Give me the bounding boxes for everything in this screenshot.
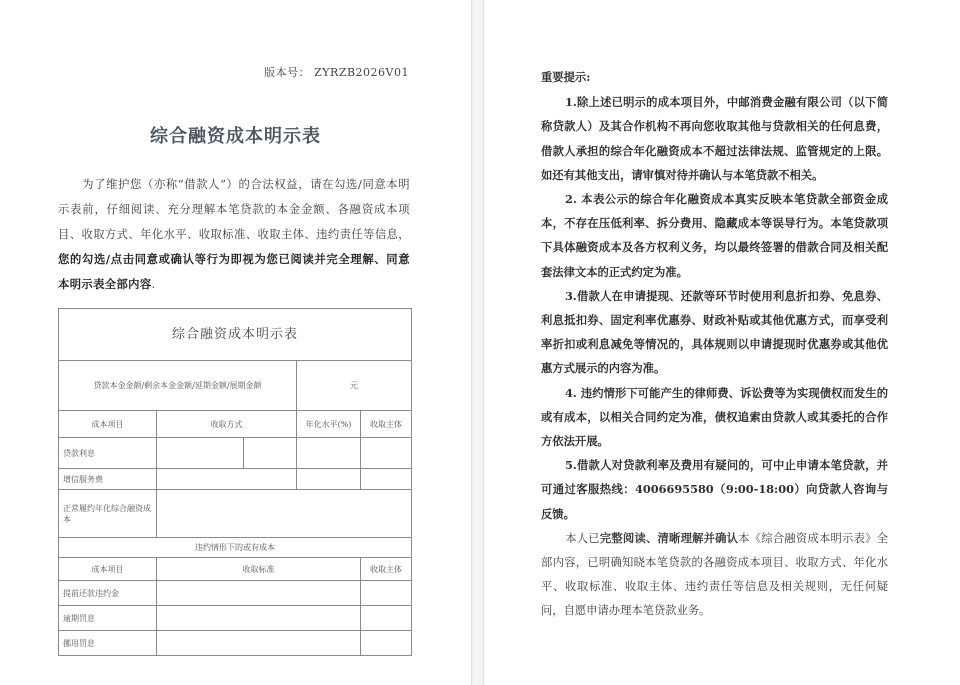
intro-normal-text: 为了维护您（亦称“借款人”）的合法权益，请在勾选/同意本明示表前，仔细阅读、充分理解本笔贷款的本金金额、各融资成本项目、收取方式、年化水平、收取标准、收取主体、违约责任等信息，	[58, 178, 410, 241]
overdue-standard-cell	[157, 606, 361, 631]
notice-item-1	[541, 90, 888, 187]
notice-item-3	[541, 284, 888, 381]
breach-section-title: 违约情形下的或有成本	[59, 538, 412, 558]
closing-post-text: 本《综合融资成本明示表》全部内容，已明确知晓本笔贷款的各融资成本项目、收取方式、年化水平、收取标准、收取主体、违约责任等信息及相关规则，无任何疑问，自愿申请办理本笔贷款业务。	[541, 531, 888, 618]
row-interest-label: 贷款利息	[59, 438, 157, 469]
row-misuse-label: 挪用罚息	[59, 631, 157, 656]
head-subject: 收取主体	[361, 411, 412, 438]
row-prepay-label: 提前还款违约金	[59, 581, 157, 606]
breach-head-standard: 收取标准	[157, 558, 361, 581]
misuse-subject-cell	[361, 631, 412, 656]
notice-item-2-text: 2. 本表公示的综合年化融资成本真实反映本笔贷款全部资金成本，不存在压低利率、拆分费用、隐藏成本等误导行为。本笔贷款项下具体融资成本及各方权利义务，均以最终签署的借款合同及相关配套法律文本的正式约定为准。	[541, 192, 888, 279]
table-title: 综合融资成本明示表	[59, 309, 412, 361]
interest-method-cell-2	[244, 438, 297, 469]
intro-paragraph	[58, 172, 410, 297]
notice-item-5	[541, 453, 888, 526]
intro-end-text: .	[151, 278, 156, 291]
prepay-subject-cell	[361, 581, 412, 606]
interest-rate-cell	[297, 438, 361, 469]
misuse-standard-cell	[157, 631, 361, 656]
important-notice	[541, 65, 888, 624]
head-cost-item: 成本项目	[59, 411, 157, 438]
row-total-cost-label: 正常履约年化综合融资成本	[59, 490, 157, 538]
closing-bold-text: 完整阅读、清晰理解并确认	[599, 530, 739, 545]
row-overdue-label: 逾期罚息	[59, 606, 157, 631]
closing-pre-text: 本人已	[565, 531, 600, 545]
notice-item-5-text: 5.借款人对贷款利率及费用有疑问的，可中止申请本笔贷款，并可通过客服热线：4006695580（9:00-18:00）向贷款人咨询与反馈。	[541, 458, 888, 521]
interest-subject-cell	[361, 438, 412, 469]
cost-disclosure-table	[58, 308, 412, 656]
value-added-rate-cell	[297, 469, 361, 490]
document-title: 综合融资成本明示表	[150, 126, 321, 147]
notice-item-2	[541, 187, 888, 284]
notice-item-4	[541, 381, 888, 454]
head-method: 收取方式	[157, 411, 297, 438]
overdue-subject-cell	[361, 606, 412, 631]
value-added-method-cell	[157, 469, 297, 490]
notice-item-4-text: 4. 违约情形下可能产生的律师费、诉讼费等为实现债权而发生的或有成本，以相关合同约定为准，债权追索由贷款人或其委托的合作方依法开展。	[541, 385, 888, 449]
amount-label: 贷款本金金额/剩余本金金额/延期金额/展期金额	[59, 361, 297, 411]
value-added-subject-cell	[361, 469, 412, 490]
notice-item-1-text: 1.除上述已明示的成本项目外，中邮消费金融有限公司（以下简称贷款人）及其合作机构不再向您收取其他与贷款相关的任何息费，借款人承担的综合年化融资成本不超过法律法规、监管规定的上限。如还有其他支出，请审慎对待并确认与本笔贷款不相关。	[541, 95, 888, 182]
head-rate: 年化水平(%)	[297, 411, 361, 438]
amount-unit: 元	[297, 361, 412, 411]
interest-method-cell	[157, 438, 244, 469]
row-value-added-label: 增信服务费	[59, 469, 157, 490]
intro-bold-text: 您的勾选/点击同意或确认等行为即视为您已阅读并完全理解、同意本明示表全部内容	[58, 252, 410, 291]
breach-head-item: 成本项目	[59, 558, 157, 581]
breach-head-subject: 收取主体	[361, 558, 412, 581]
total-cost-value-cell	[157, 490, 412, 538]
notice-heading: 重要提示:	[541, 70, 591, 84]
notice-item-3-text: 3.借款人在申请提现、还款等环节时使用利息折扣券、免息券、利息抵扣券、固定利率优惠券、财政补贴或其他优惠方式，而享受利率折扣或利息减免等情况的，具体规则以申请提现时优惠券或其他优惠方式展示的内容为准。	[541, 288, 888, 376]
prepay-standard-cell	[157, 581, 361, 606]
version-number: 版本号： ZYRZB2026V01	[264, 66, 409, 79]
notice-closing	[541, 526, 888, 624]
